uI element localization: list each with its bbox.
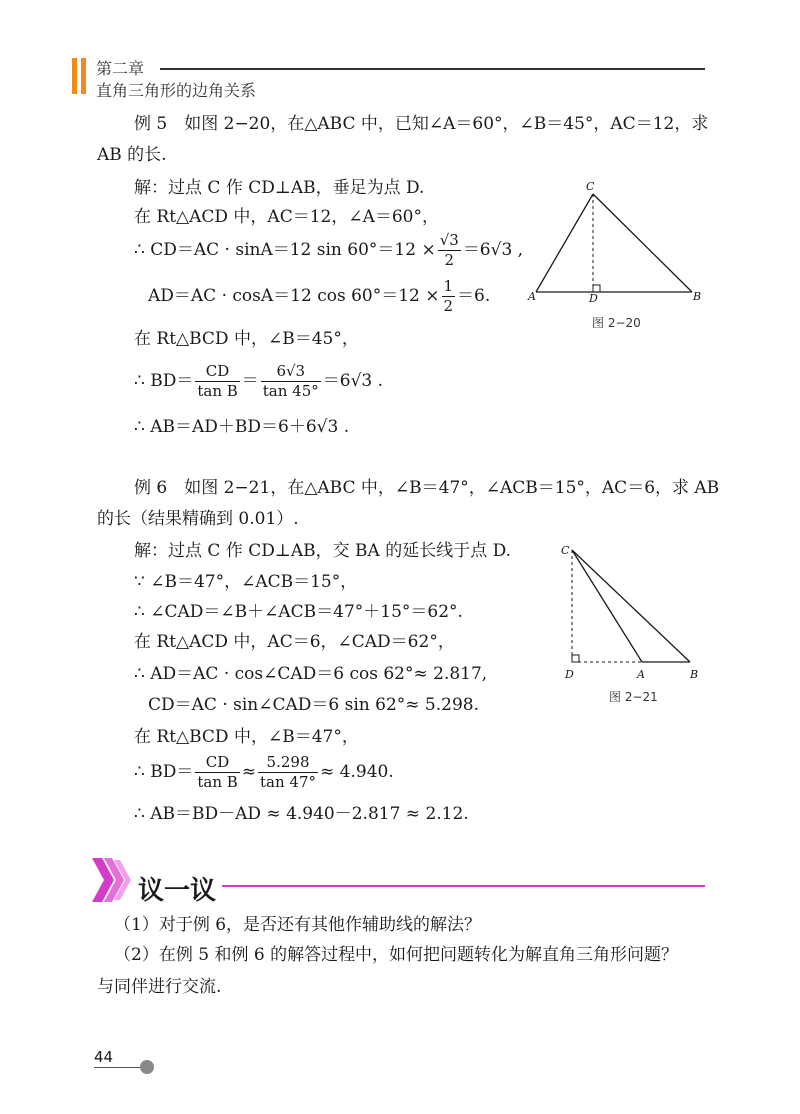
ex5-solution-2: 在 Rt△ACD 中，AC＝12，∠A＝60°，	[134, 207, 439, 227]
page-number: 44	[94, 1048, 114, 1066]
discuss-question-2-line1: （2）在例 5 和例 6 的解答过程中，如何把问题转化为解直角三角形问题？	[114, 945, 679, 965]
ex6-bd-den2: tan 47°	[260, 773, 317, 791]
fig20-label-d: D	[589, 292, 598, 305]
fig20-label-a: A	[528, 290, 536, 303]
ex5-bd-den1: tan B	[197, 382, 238, 400]
fig20-label-c: C	[586, 180, 595, 193]
ex5-bd-eq: ＝	[241, 371, 259, 391]
ex6-bd-fraction-2	[258, 753, 318, 792]
ex6-bd-rhs: ≈ 4.940.	[320, 762, 394, 782]
ex5-cd-rhs: ＝6√3 ,	[462, 240, 524, 260]
page-number-rule	[94, 1067, 146, 1068]
fig20-side-ac	[536, 194, 593, 292]
ex5-cd-lhs: ∴ CD＝AC · sinA＝12 sin 60°＝12 ×	[134, 240, 436, 260]
chapter-label: 第二章	[96, 59, 145, 78]
fig21-label-a: A	[637, 668, 645, 681]
fig20-right-angle-mark	[593, 285, 600, 292]
ex5-bd-rhs: ＝6√3 .	[322, 371, 384, 391]
header-bar-1	[72, 58, 77, 94]
ex5-cd-num: √3	[439, 231, 459, 249]
discuss-chevron-icon	[92, 858, 132, 902]
fig20-side-cb	[593, 194, 692, 292]
ex5-bd-fraction-1	[195, 362, 239, 401]
ex5-problem-line2: AB 的长.	[97, 145, 167, 165]
ex5-ad-rhs: ＝6.	[457, 286, 491, 306]
ex5-ad-equation	[148, 275, 490, 317]
discuss-rule	[222, 885, 705, 887]
ex6-solution-1: 解：过点 C 作 CD⊥AB，交 BA 的延长线于点 D.	[134, 541, 512, 561]
ex6-problem-line2: 的长（结果精确到 0.01）.	[97, 509, 299, 529]
discuss-title: 议一议	[138, 876, 217, 906]
ex6-solution-5: ∴ AD＝AC · cos∠CAD＝6 cos 62°≈ 2.817,	[134, 664, 488, 684]
ex6-solution-2: ∵ ∠B＝47°，∠ACB＝15°，	[134, 572, 358, 592]
fig21-label-b: B	[690, 668, 699, 681]
ex5-cd-den: 2	[444, 251, 455, 269]
ex6-bd-num2: 5.298	[258, 753, 318, 773]
ex5-cd-fraction	[438, 231, 461, 270]
ex5-bd-lhs: ∴ BD＝	[134, 371, 194, 391]
ex6-bd-approx: ≈	[241, 762, 257, 782]
ex5-bd-fraction-2	[261, 362, 321, 401]
ex6-solution-7: 在 Rt△BCD 中，∠B＝47°，	[134, 727, 359, 747]
fig21-label-d: D	[565, 668, 574, 681]
header-bar-2	[81, 58, 86, 94]
ex5-ad-lhs: AD＝AC · cosA＝12 cos 60°＝12 ×	[148, 286, 440, 306]
ex6-bd-den1: tan B	[197, 773, 238, 791]
fig21-label-c: C	[561, 544, 570, 557]
ex5-bd-den2: tan 45°	[262, 382, 319, 400]
ex6-solution-4: 在 Rt△ACD 中，AC＝6，∠CAD＝62°，	[134, 632, 455, 652]
ex6-bd-equation	[134, 751, 394, 793]
ex5-ad-den: 2	[443, 297, 454, 315]
ex6-bd-lhs: ∴ BD＝	[134, 762, 194, 782]
ex5-bd-num2: 6√3	[261, 362, 321, 382]
fig20-caption: 图 2−20	[592, 316, 641, 330]
header-rule	[160, 68, 705, 70]
ex5-ab-result: ∴ AB＝AD＋BD＝6＋6√3 .	[134, 417, 350, 437]
ex6-solution-6: CD＝AC · sin∠CAD＝6 sin 62°≈ 5.298.	[148, 695, 479, 715]
figure-2-20	[520, 180, 710, 310]
chapter-subtitle: 直角三角形的边角关系	[96, 81, 257, 100]
ex5-bd-equation	[134, 360, 383, 402]
figure-2-21	[560, 540, 710, 675]
fig21-right-angle-mark	[572, 655, 579, 662]
ex6-bd-fraction-1	[195, 753, 239, 792]
ex5-cd-equation	[134, 229, 523, 271]
discuss-question-1: （1）对于例 6，是否还有其他作辅助线的解法？	[114, 915, 482, 935]
ex5-ad-fraction	[442, 277, 456, 316]
ex6-bd-num1: CD	[195, 753, 239, 773]
ex6-ab-result: ∴ AB＝BD－AD ≈ 4.940－2.817 ≈ 2.12.	[134, 804, 469, 824]
ex5-solution-5: 在 Rt△BCD 中，∠B＝45°，	[134, 329, 359, 349]
discuss-question-2-line2: 与同伴进行交流.	[97, 977, 222, 997]
ex6-solution-3: ∴ ∠CAD＝∠B＋∠ACB＝47°＋15°＝62°.	[134, 602, 463, 622]
page-number-dot	[140, 1060, 154, 1074]
ex6-problem-line1: 例 6 如图 2−21，在△ABC 中，∠B＝47°，∠ACB＝15°，AC＝6，求 AB	[134, 478, 720, 498]
ex5-problem-line1: 例 5 如图 2−20，在△ABC 中，已知∠A＝60°，∠B＝45°，AC＝12，求	[134, 114, 709, 134]
fig21-caption: 图 2−21	[609, 690, 658, 704]
ex5-solution-1: 解：过点 C 作 CD⊥AB，垂足为点 D.	[134, 178, 425, 198]
ex5-bd-num1: CD	[195, 362, 239, 382]
ex5-ad-num: 1	[443, 277, 454, 295]
fig20-label-b: B	[693, 290, 702, 303]
